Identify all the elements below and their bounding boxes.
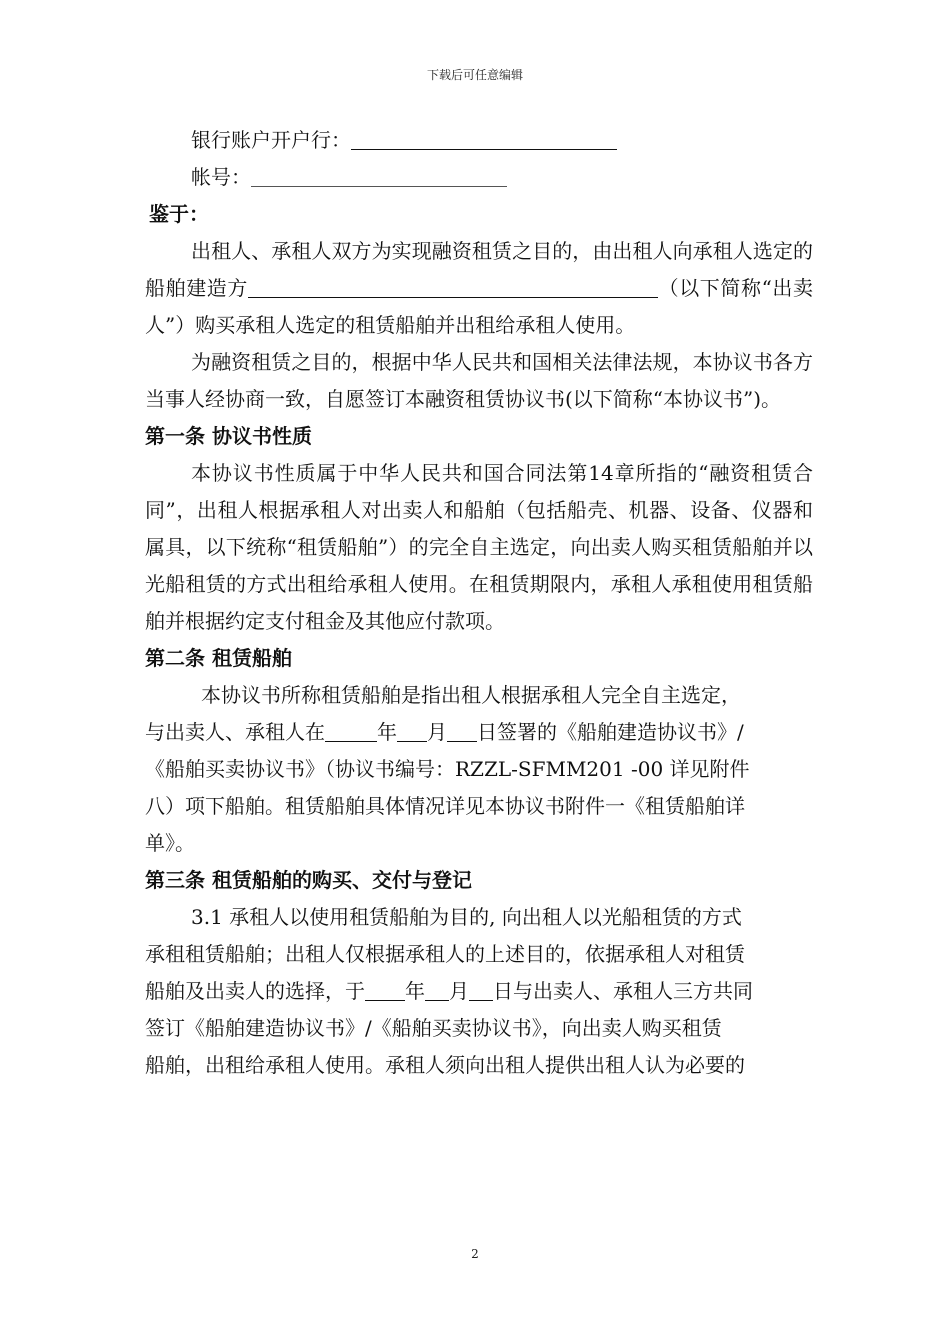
a3-text-b: 年 xyxy=(405,979,425,1003)
a3-text-d: 日与出卖人、承租人三方共同 xyxy=(493,979,753,1003)
article-3-line-5: 船舶，出租给承租人使用。承租人须向出租人提供出租人认为必要的 xyxy=(145,1053,745,1077)
page-number: 2 xyxy=(471,1247,479,1261)
article-2-line-5: 单》。 xyxy=(145,831,195,855)
whereas-p1-text-a: 出租人、承租人双方为实现融资租赁之目的，由出租人向承租人选定的船舶建造方 xyxy=(145,239,813,300)
article-1-body: 本协议书性质属于中华人民共和国合同法第14章所指的“融资租赁合同”，出租人根据承租人对出卖人和船舶（包括船壳、机器、设备、仪器和属具，以下统称“租赁船舶”）的完全自主选定，向出卖人购买租赁船舶并以光船租赁的方式出租给承租人使用。在租赁期限内，承租人承租使用租赁船舶并根据约定支付租金及其他应付款项。 xyxy=(145,461,813,633)
article-3-title: 第三条 租赁船舶的购买、交付与登记 xyxy=(145,868,472,892)
year-blank xyxy=(325,719,377,742)
a2-text-a: 与出卖人、承租人在 xyxy=(145,720,325,744)
whereas-title: 鉴于： xyxy=(149,202,209,226)
month-blank xyxy=(397,719,427,742)
article-1-title: 第一条 协议书性质 xyxy=(145,424,312,448)
article-2-line-4: 八）项下船舶。租赁船舶具体情况详见本协议书附件一《租赁船舶详 xyxy=(145,794,745,818)
article-2-title: 第二条 租赁船舶 xyxy=(145,646,292,670)
day-blank xyxy=(447,719,477,742)
account-blank xyxy=(251,164,507,187)
a3-day-blank xyxy=(469,978,493,1001)
a2-text-b: 年 xyxy=(377,720,397,744)
bank-label: 银行账户开户行： xyxy=(191,128,351,152)
article-3-line-3 xyxy=(145,973,813,1010)
article-2-line-2 xyxy=(145,714,813,751)
article-3-line-2: 承租租赁船舶；出租人仅根据承租人的上述目的，依据承租人对租赁 xyxy=(145,942,745,966)
a3-year-blank xyxy=(365,978,405,1001)
article-2-line-1: 本协议书所称租赁船舶是指出租人根据承租人完全自主选定， xyxy=(201,683,741,707)
account-field xyxy=(145,159,813,196)
document-body xyxy=(145,122,813,1084)
a2-text-c: 月 xyxy=(427,720,447,744)
article-3-line-1: 3.1 承租人以使用租赁船舶为目的, 向出租人以光船租赁的方式 xyxy=(191,905,742,929)
a3-month-blank xyxy=(425,978,449,1001)
article-3-line-4: 签订《船舶建造协议书》/《船舶买卖协议书》，向出卖人购买租赁 xyxy=(145,1016,722,1040)
page-header: 下载后可任意编辑 xyxy=(426,68,523,82)
article-2-line-3: 《船舶买卖协议书》（协议书编号：RZZL-SFMM201 -00 详见附件 xyxy=(145,757,750,781)
whereas-p1-text-b: （以下简称“出卖人”）购买承租人选定的租赁船舶并出租给承租人使用。 xyxy=(145,276,814,337)
a3-text-c: 月 xyxy=(449,979,469,1003)
bank-field xyxy=(145,122,813,159)
whereas-paragraph-1 xyxy=(145,233,813,344)
bank-blank xyxy=(351,127,617,150)
account-label: 帐号： xyxy=(191,165,251,189)
a3-text-a: 船舶及出卖人的选择，于 xyxy=(145,979,365,1003)
whereas-paragraph-2: 为融资租赁之目的，根据中华人民共和国相关法律法规，本协议书各方当事人经协商一致，自愿签订本融资租赁协议书(以下简称“本协议书”)。 xyxy=(145,350,813,411)
seller-blank xyxy=(248,275,658,298)
a2-text-d: 日签署的《船舶建造协议书》/ xyxy=(477,720,744,744)
